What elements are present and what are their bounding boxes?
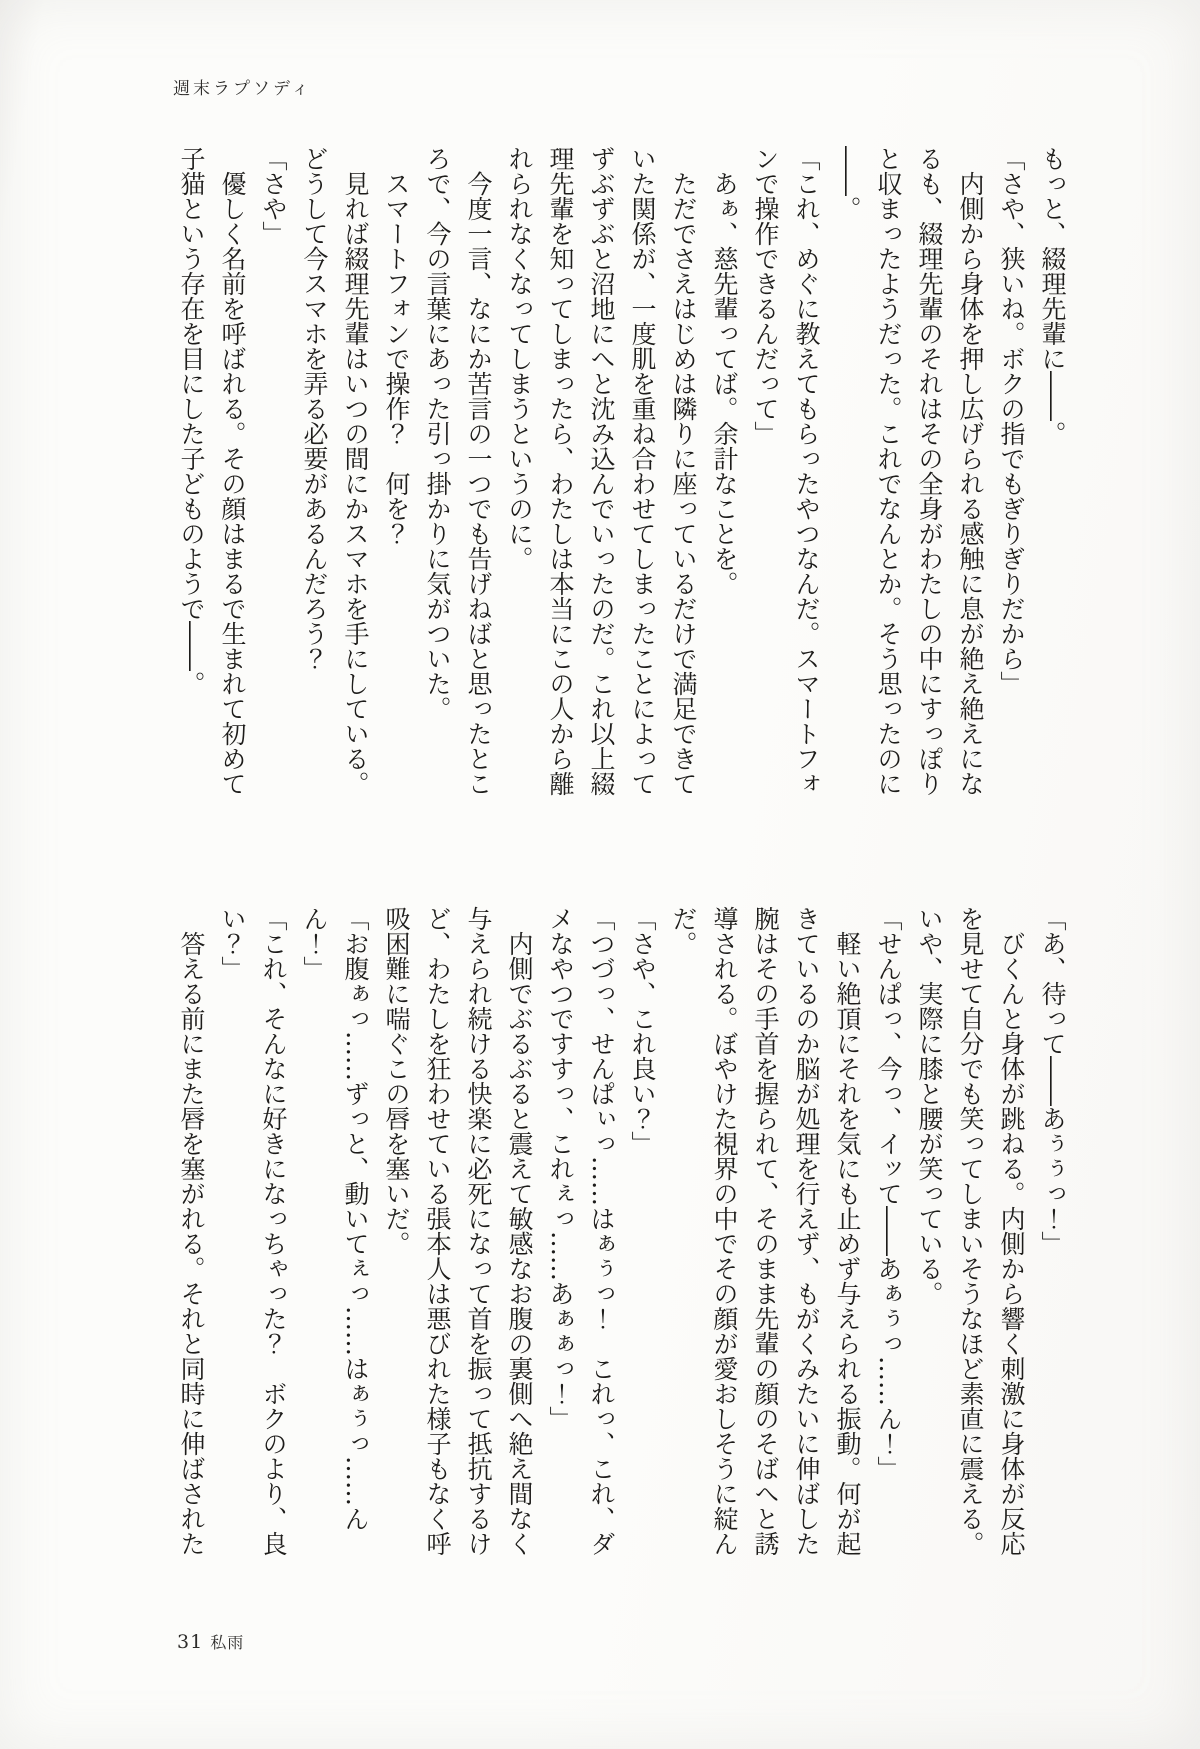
text-line: 理先輩を知ってしまったら、わたしは本当にこの人から離 — [546, 146, 575, 796]
text-line: もっと、綴理先輩に――。 — [1038, 146, 1067, 446]
text-line: れられなくなってしまうというのに。 — [505, 146, 534, 571]
text-line: 子猫という存在を目にした子どものようで――。 — [177, 146, 206, 696]
text-line: メなやつですすっ、これぇっ……あぁぁっ！」 — [546, 906, 575, 1431]
text-line: びくんと身体が跳ねる。内側から響く刺激に身体が反応 — [997, 906, 1026, 1556]
text-line: ずぶずぶと沼地にへと沈み込んでいったのだ。これ以上綴 — [587, 146, 616, 796]
page-footer — [177, 1630, 244, 1653]
text-line: ただでさえはじめは隣りに座っているだけで満足できて — [669, 146, 698, 796]
text-line: 今度一言、なにか苦言の一つでも告げねばと思ったとこ — [464, 146, 493, 796]
text-line: 「さや、狭いね。ボクの指でもぎりぎりだから」 — [997, 146, 1026, 696]
text-line: 軽い絶頂にそれを気にも止めず与えられる振動。何が起 — [833, 906, 862, 1556]
text-line: と収まったようだった。これでなんとか。そう思ったのに — [874, 146, 903, 796]
text-line: 与えられ続ける快楽に必死になって首を振って抵抗するけ — [464, 906, 493, 1556]
text-line: 「お腹ぁっ……ずっと、動いてぇっ……はぁぅっ……ん — [341, 906, 370, 1531]
text-line: いた関係が、一度肌を重ね合わせてしまったことによって — [628, 146, 657, 796]
text-line: 吸困難に喘ぐこの唇を塞いだ。 — [382, 906, 411, 1256]
text-line: 内側でぶるぶると震えて敏感なお腹の裏側へ絶え間なく — [505, 906, 534, 1556]
text-line: 「これ、めぐに教えてもらったやつなんだ。スマートフォ — [792, 146, 821, 796]
text-line: 導される。ぼやけた視界の中でその顔が愛おしそうに綻ん — [710, 906, 739, 1556]
text-line: 答える前にまた唇を塞がれる。それと同時に伸ばされた — [177, 906, 206, 1556]
text-line: あぁ、慈先輩ってば。余計なことを。 — [710, 146, 739, 596]
running-header: 週末ラプソディ — [173, 79, 312, 99]
text-line: るも、綴理先輩のそれはその全身がわたしの中にすっぽり — [915, 146, 944, 796]
text-line: 見れば綴理先輩はいつの間にかスマホを手にしている。 — [341, 146, 370, 796]
text-line: 「せんぱっ、今っ、イッて――あぁぅっ……ん！」 — [874, 906, 903, 1481]
text-line: いや、実際に膝と腰が笑っている。 — [915, 906, 944, 1306]
text-line: ――。 — [833, 146, 862, 221]
text-block-bottom — [171, 906, 1073, 1570]
text-line: ろで、今の言葉にあった引っ掛かりに気がついた。 — [423, 146, 452, 721]
text-line: どうして今スマホを弄る必要があるんだろう？ — [300, 146, 329, 671]
text-line: きているのか脳が処理を行えず、もがくみたいに伸ばした — [792, 906, 821, 1556]
text-line: 内側から身体を押し広げられる感触に息が絶え絶えにな — [956, 146, 985, 796]
page-number: 31 — [177, 1631, 204, 1653]
text-line: 「さや」 — [259, 146, 288, 246]
text-line: 「つづっ、せんぱぃっ……はぁぅっ！ これっ、これ、ダ — [587, 906, 616, 1556]
text-line: だ。 — [669, 906, 698, 956]
text-line: スマートフォンで操作？ 何を？ — [382, 146, 411, 546]
text-line: 「さや、これ良い？」 — [628, 906, 657, 1156]
text-line: 腕はその手首を握られて、そのまま先輩の顔のそばへと誘 — [751, 906, 780, 1556]
text-line: 「あ、待って――あぅぅっ！」 — [1038, 906, 1067, 1256]
text-line: ど、わたしを狂わせている張本人は悪びれた様子もなく呼 — [423, 906, 452, 1556]
text-line: ンで操作できるんだって」 — [751, 146, 780, 446]
footer-title: 私雨 — [210, 1633, 245, 1652]
text-line: 優しく名前を呼ばれる。その顔はまるで生まれて初めて — [218, 146, 247, 796]
text-block-top — [171, 146, 1073, 810]
text-line: を見せて自分でも笑ってしまいそうなほど素直に震える。 — [956, 906, 985, 1556]
text-line: 「これ、そんなに好きになっちゃった？ ボクのより、良 — [259, 906, 288, 1556]
text-line: ん！」 — [300, 906, 329, 981]
text-line: い？」 — [218, 906, 247, 981]
